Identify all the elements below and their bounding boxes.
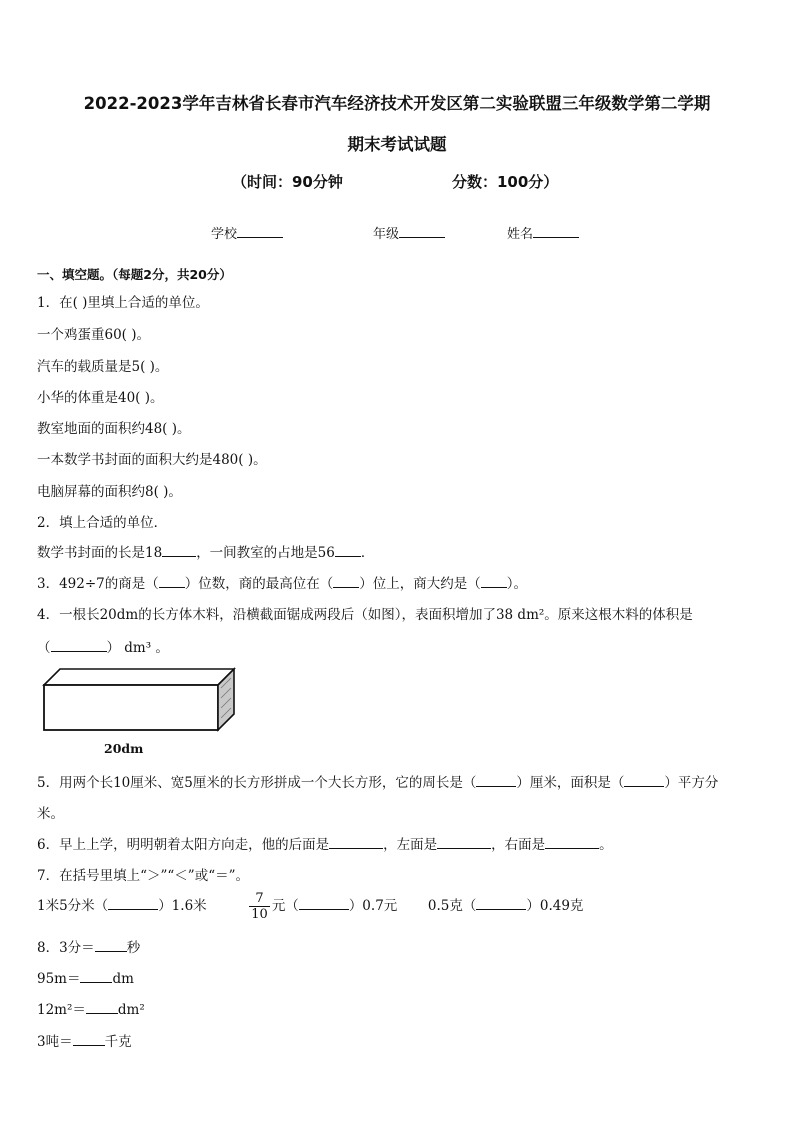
q8-line-3 — [37, 998, 145, 1018]
q4-text-a: （ — [37, 640, 51, 656]
school-field — [211, 223, 283, 242]
q7-c3-text-b: ）0.49克 — [526, 898, 584, 914]
q1-item-5: 一本数学书封面的面积大约是480( )。 — [37, 452, 267, 468]
q2-blank-1[interactable] — [162, 544, 196, 557]
name-label: 姓名 — [507, 227, 534, 242]
exam-score: 分数：100分） — [452, 173, 559, 191]
q7-blank-3[interactable] — [476, 897, 526, 910]
q8-l4-text-a: 3吨＝ — [37, 1034, 73, 1050]
title-line-1: 2022-2023学年吉林省长春市汽车经济技术开发区第二实验联盟三年级数学第二学期 — [83, 94, 711, 113]
q5-line-2: 米。 — [37, 806, 64, 822]
q2-text-b: ，一间教室的占地是56 — [196, 545, 335, 561]
exam-time: （时间：90分钟 — [232, 173, 343, 191]
q2-text-c: ． — [360, 545, 375, 561]
name-blank[interactable] — [533, 225, 579, 238]
q1-item-6: 电脑屏幕的面积约8( )。 — [37, 484, 182, 500]
q1-stem: 1．在( )里填上合适的单位。 — [37, 295, 209, 311]
q6-line — [37, 833, 613, 853]
q5-text-c: ）平方分 — [664, 775, 719, 791]
q7-c3-text-a: 0.5克（ — [427, 898, 477, 914]
q3-blank-3[interactable] — [481, 575, 507, 588]
q2-stem: 2．填上合适的单位． — [37, 515, 168, 531]
q2-text-a: 数学书封面的长是18 — [37, 545, 163, 561]
grade-label: 年级 — [373, 227, 400, 242]
q1-item-4: 教室地面的面积约48( )。 — [37, 421, 191, 437]
q5-line-1 — [37, 771, 718, 791]
q3-text-d: ）。 — [506, 576, 528, 592]
name-field — [507, 223, 579, 242]
q6-text-d: 。 — [599, 837, 613, 853]
q3-blank-2[interactable] — [333, 575, 359, 588]
q7-blank-2[interactable] — [299, 897, 349, 910]
q7-compare-line — [37, 886, 583, 926]
cuboid-top-face — [44, 669, 234, 685]
q8-l3-text-a: 12m²＝ — [37, 1002, 86, 1018]
q6-blank-2[interactable] — [437, 836, 491, 849]
q3-text-c: ）位上，商大约是（ — [359, 576, 481, 592]
q5-text-a: 5．用两个长10厘米、宽5厘米的长方形拼成一个大长方形，它的周长是（ — [37, 775, 477, 791]
q2-line — [37, 541, 374, 561]
q8-line-2 — [37, 967, 134, 987]
q3-line — [37, 572, 527, 592]
q3-blank-1[interactable] — [159, 575, 185, 588]
q7-c1-text-a: 1米5分米（ — [37, 898, 109, 914]
q7-blank-1[interactable] — [108, 897, 158, 910]
q4-line-1: 4．一根长20dm的长方体木料，沿横截面锯成两段后（如图），表面积增加了38 dm²。原来这根木料的体积是 — [37, 607, 693, 623]
q6-blank-3[interactable] — [545, 836, 599, 849]
q7-fraction — [249, 891, 270, 922]
q8-line-1 — [37, 936, 140, 956]
q2-blank-2[interactable] — [335, 544, 361, 557]
q8-l1-text-a: 8．3分＝ — [37, 940, 95, 956]
school-label: 学校 — [211, 227, 238, 242]
q8-blank-1[interactable] — [95, 939, 127, 952]
q5-text-b: ）厘米，面积是（ — [516, 775, 625, 791]
q4-blank[interactable] — [51, 639, 107, 652]
q1-item-2: 汽车的载质量是5( )。 — [37, 359, 169, 375]
q8-l4-text-b: 千克 — [104, 1034, 132, 1050]
q8-blank-3[interactable] — [86, 1001, 118, 1014]
q8-line-4 — [37, 1030, 132, 1050]
q6-text-a: 6．早上上学，明明朝着太阳方向走，他的后面是 — [37, 837, 330, 853]
q4-line-2 — [37, 636, 169, 656]
q7-c1-text-b: ）1.6米 — [158, 898, 207, 914]
q8-blank-4[interactable] — [73, 1033, 105, 1046]
q8-l2-text-a: 95m＝ — [37, 971, 81, 987]
fraction-numerator: 7 — [249, 891, 270, 907]
q3-text-a: 3．492÷7的商是（ — [37, 576, 159, 592]
cuboid-front-face — [44, 685, 218, 730]
title-line-2: 期末考试试题 — [347, 135, 447, 154]
grade-field — [373, 223, 445, 242]
q8-l1-text-b: 秒 — [126, 940, 141, 956]
q8-l3-text-b: dm² — [117, 1002, 145, 1018]
q8-blank-2[interactable] — [80, 970, 112, 983]
q3-text-b: ）位数，商的最高位在（ — [184, 576, 334, 592]
figure-length-label: 20dm — [104, 741, 144, 756]
cuboid-figure — [40, 662, 240, 758]
grade-blank[interactable] — [399, 225, 445, 238]
q1-item-1: 一个鸡蛋重60( )。 — [37, 327, 151, 343]
q6-text-c: ，右面是 — [491, 837, 546, 853]
q7-stem: 7．在括号里填上“＞”“＜”或“＝”。 — [37, 868, 249, 884]
q8-l2-text-b: dm — [112, 971, 134, 987]
q7-c2-text-a: 元（ — [271, 898, 299, 914]
q7-c2-text-b: ）0.7元 — [348, 898, 398, 914]
q6-blank-1[interactable] — [329, 836, 383, 849]
section-heading: 一、填空题。（每题2分，共20分） — [37, 267, 232, 282]
fraction-denominator: 10 — [251, 907, 268, 922]
q1-item-3: 小华的体重是40( )。 — [37, 390, 164, 406]
q4-text-b: ） dm³ 。 — [106, 640, 169, 656]
q5-blank-2[interactable] — [624, 774, 664, 787]
q5-blank-1[interactable] — [476, 774, 516, 787]
q6-text-b: ，左面是 — [383, 837, 438, 853]
school-blank[interactable] — [237, 225, 283, 238]
